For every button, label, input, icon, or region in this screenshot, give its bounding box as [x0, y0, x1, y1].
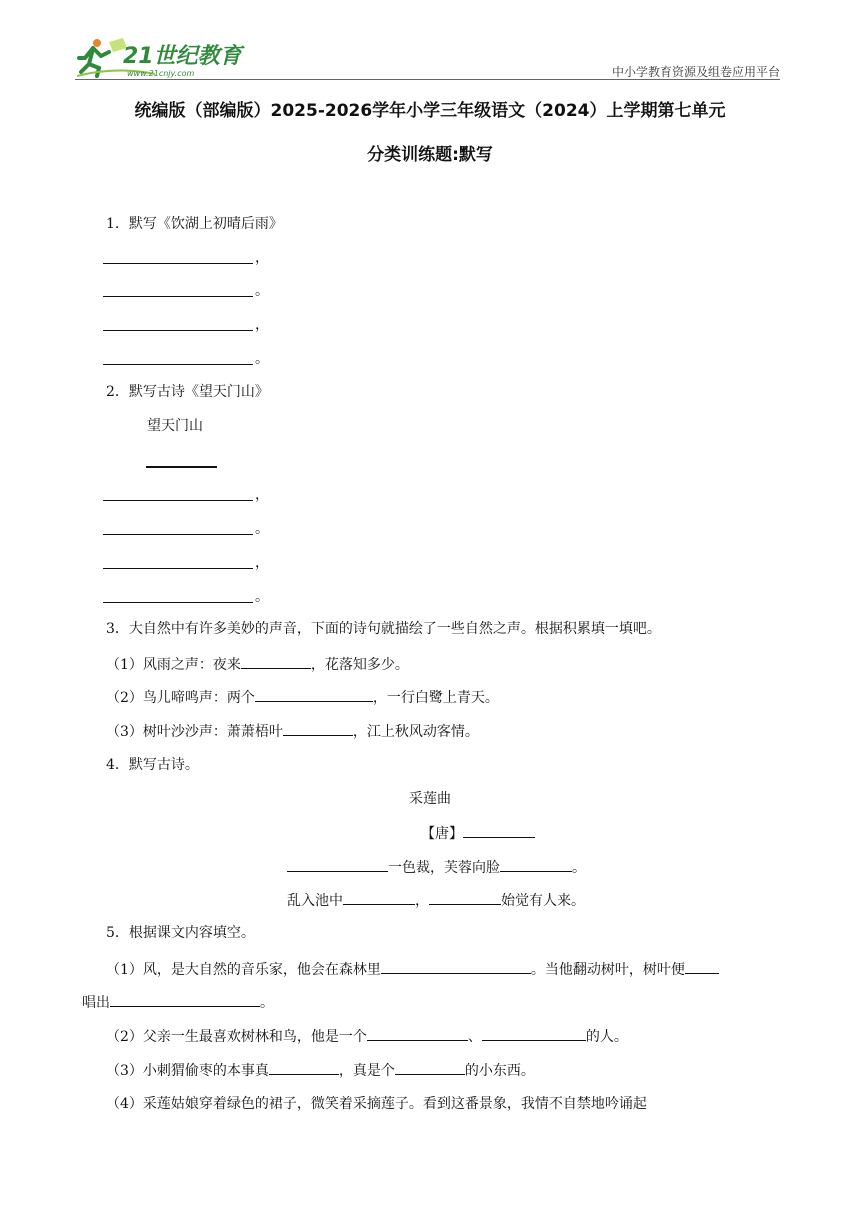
q2-blank-2[interactable] [103, 534, 253, 535]
q3-item-2-text-a: （2）鸟儿啼鸣声：两个 [106, 690, 255, 706]
q3-item-2-text-b: ，一行白鹭上青天。 [372, 690, 499, 706]
q3-item-1 [106, 653, 409, 675]
q5-item-1-text-d: 。 [260, 995, 274, 1011]
q5-blank-5[interactable] [482, 1025, 586, 1041]
page-header [75, 30, 780, 80]
platform-label: 中小学教育资源及组卷应用平台 [611, 65, 780, 79]
q5-blank-6[interactable] [269, 1059, 339, 1075]
header-divider [75, 79, 780, 80]
q4-blank-4[interactable] [429, 889, 501, 905]
q2-stem: 2．默写古诗《望天门山》 [106, 384, 269, 400]
logo-url: www.21cnjy.com [127, 69, 195, 78]
q1-stem: 1．默写《饮湖上初晴后雨》 [106, 216, 283, 232]
q4-byline [421, 822, 535, 844]
q3-blank-2[interactable] [255, 686, 373, 702]
q1-punct-4: 。 [255, 351, 269, 367]
logo [75, 36, 245, 78]
q5-item-3-text-c: 的小东西。 [464, 1063, 535, 1079]
q3-item-3-text-b: ，江上秋风动客情。 [352, 724, 479, 740]
q5-item-3 [106, 1059, 535, 1081]
q4-line-1-end: 。 [572, 860, 586, 876]
q5-item-1-text-c: 唱出 [82, 995, 110, 1011]
q2-blank-1[interactable] [103, 500, 253, 501]
q3-item-2 [106, 686, 499, 708]
q2-blank-3[interactable] [103, 568, 253, 569]
q4-line-1-text: 一色裁，芙蓉向脸 [388, 860, 500, 876]
doc-subtitle: 分类训练题:默写 [367, 145, 493, 165]
q4-line-2-text-a: 乱入池中 [287, 893, 343, 909]
doc-title: 统编版（部编版）2025-2026学年小学三年级语文（2024）上学期第七单元 [134, 101, 726, 121]
q3-item-3 [106, 720, 479, 742]
q3-stem: 3．大自然中有许多美妙的声音，下面的诗句就描绘了一些自然之声。根据积累填一填吧。 [106, 621, 661, 637]
q3-blank-3[interactable] [283, 720, 353, 736]
q2-punct-3: ， [255, 555, 269, 571]
q2-blank-4[interactable] [103, 602, 253, 603]
q2-punct-1: ， [255, 487, 269, 503]
q1-punct-2: 。 [255, 283, 269, 299]
q3-blank-1[interactable] [241, 653, 311, 669]
q5-item-3-text-b: ，真是个 [338, 1063, 395, 1079]
q2-punct-4: 。 [255, 589, 269, 605]
q4-stem: 4．默写古诗。 [106, 757, 199, 773]
q1-punct-1: ， [255, 250, 269, 266]
q4-line-2-text-c: 始觉有人来。 [501, 893, 585, 909]
q2-poem-title: 望天门山 [147, 418, 203, 434]
q1-blank-4[interactable] [103, 364, 253, 365]
q5-item-2 [106, 1025, 628, 1047]
q5-blank-1[interactable] [381, 958, 531, 974]
q1-blank-2[interactable] [103, 296, 253, 297]
q5-item-1-cont [82, 991, 274, 1013]
q4-poem-title: 采莲曲 [409, 791, 451, 807]
q1-blank-1[interactable] [103, 263, 253, 264]
q1-blank-3[interactable] [103, 330, 253, 331]
q1-punct-3: ， [255, 317, 269, 333]
q3-item-1-text-b: ，花落知多少。 [310, 657, 409, 673]
logo-text: 21世纪教育 [123, 44, 242, 69]
q5-item-2-text-c: 的人。 [585, 1029, 628, 1045]
q2-punct-2: 。 [255, 521, 269, 537]
q4-line-2 [287, 889, 585, 911]
q4-dynasty: 【唐】 [421, 826, 463, 842]
q5-item-2-text-b: 、 [467, 1029, 482, 1045]
q5-item-2-text-a: （2）父亲一生最喜欢树林和鸟，他是一个 [106, 1029, 367, 1045]
q4-author-blank[interactable] [463, 822, 535, 838]
q4-blank-1[interactable] [287, 856, 388, 872]
q5-blank-7[interactable] [395, 1059, 465, 1075]
q3-item-3-text-a: （3）树叶沙沙声：萧萧梧叶 [106, 724, 283, 740]
q5-item-4: （4）采莲姑娘穿着绿色的裙子，微笑着采摘莲子。看到这番景象，我情不自禁地吟诵起 [106, 1096, 647, 1112]
q4-blank-3[interactable] [343, 889, 415, 905]
q5-blank-3[interactable] [110, 991, 260, 1007]
q2-author-blank[interactable] [146, 466, 217, 468]
q4-blank-2[interactable] [500, 856, 572, 872]
q5-stem: 5．根据课文内容填空。 [106, 925, 255, 941]
q5-item-1-text-b: 。当他翻动树叶，树叶便 [530, 962, 685, 978]
q5-item-1 [106, 958, 719, 980]
q5-blank-2[interactable] [685, 958, 719, 974]
q5-blank-4[interactable] [367, 1025, 468, 1041]
q5-item-3-text-a: （3）小刺猬偷枣的本事真 [106, 1063, 269, 1079]
q4-line-1 [287, 856, 586, 878]
q5-item-1-text-a: （1）风，是大自然的音乐家，他会在森林里 [106, 962, 381, 978]
q4-line-2-text-b: ， [415, 893, 429, 909]
q3-item-1-text-a: （1）风雨之声：夜来 [106, 657, 241, 673]
